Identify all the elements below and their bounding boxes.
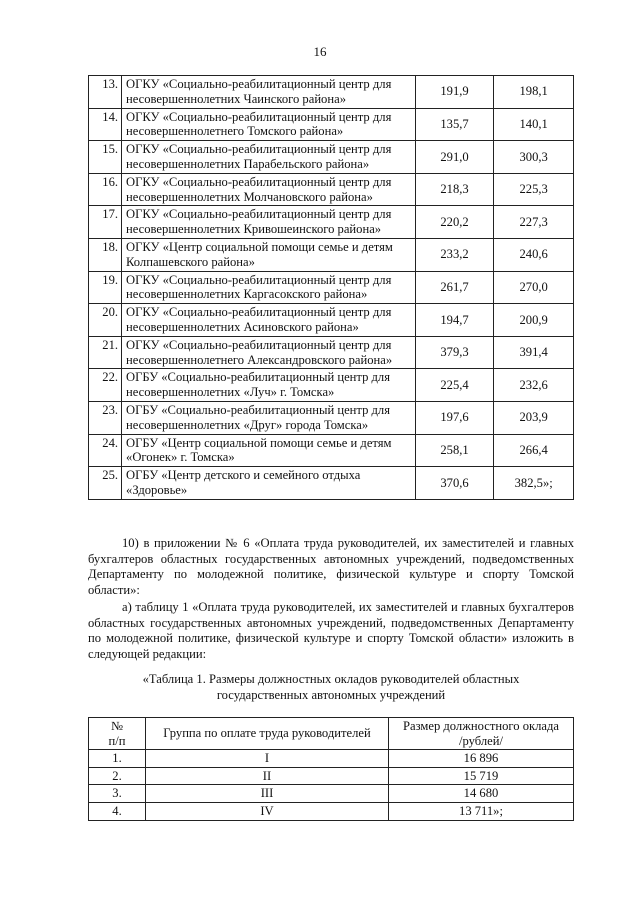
salary-value: 15 719 — [389, 767, 574, 785]
table-row — [89, 434, 574, 467]
value-2: 225,3 — [494, 173, 574, 206]
institution-name: ОГКУ «Социально-реабилитационный центр для несовершеннолетнего Томского района» — [122, 108, 416, 141]
salary-table — [88, 717, 574, 821]
header-number-line-2: п/п — [108, 733, 126, 748]
salary-table-body — [89, 750, 574, 820]
table-row — [89, 802, 574, 820]
header-number-line-1: № — [110, 719, 124, 733]
value-2: 391,4 — [494, 336, 574, 369]
table-row — [89, 108, 574, 141]
header-group: Группа по оплате труда руководителей — [146, 718, 389, 750]
page-number: 16 — [313, 44, 327, 59]
value-1: 197,6 — [415, 401, 494, 434]
table-row — [89, 767, 574, 785]
salary-value: 14 680 — [389, 785, 574, 803]
institutions-table-body — [89, 76, 574, 500]
header-salary — [389, 718, 574, 750]
row-number: 1. — [89, 750, 146, 768]
row-number: 24. — [89, 434, 122, 467]
value-1: 261,7 — [415, 271, 494, 304]
value-2: 240,6 — [494, 238, 574, 271]
row-number: 16. — [89, 173, 122, 206]
header-salary-line-2: /рублей/ — [459, 733, 503, 748]
table-row — [89, 785, 574, 803]
table-caption-line-2: государственных автономных учреждений — [216, 687, 446, 702]
institutions-table — [88, 75, 574, 500]
value-2: 270,0 — [494, 271, 574, 304]
value-2: 382,5»; — [494, 467, 574, 500]
row-number: 18. — [89, 238, 122, 271]
institution-name: ОГБУ «Социально-реабилитационный центр для несовершеннолетних «Друг» города Томска» — [122, 401, 416, 434]
row-number: 3. — [89, 785, 146, 803]
institution-name: ОГКУ «Социально-реабилитационный центр для несовершеннолетних Кривошеинского района» — [122, 206, 416, 239]
row-number: 20. — [89, 304, 122, 337]
table-row — [89, 336, 574, 369]
institution-name: ОГКУ «Социально-реабилитационный центр для несовершеннолетних Молчановского района» — [122, 173, 416, 206]
institution-name: ОГБУ «Социально-реабилитационный центр для несовершеннолетних «Луч» г. Томска» — [122, 369, 416, 402]
value-1: 135,7 — [415, 108, 494, 141]
value-2: 300,3 — [494, 141, 574, 174]
row-number: 15. — [89, 141, 122, 174]
table-row — [89, 401, 574, 434]
header-salary-line-1: Размер должностного оклада — [403, 719, 559, 733]
value-1: 225,4 — [415, 369, 494, 402]
table-row — [89, 467, 574, 500]
table-row — [89, 271, 574, 304]
value-1: 379,3 — [415, 336, 494, 369]
row-number: 23. — [89, 401, 122, 434]
institution-name: ОГКУ «Социально-реабилитационный центр для несовершеннолетних Асиновского района» — [122, 304, 416, 337]
salary-value: 16 896 — [389, 750, 574, 768]
row-number: 13. — [89, 76, 122, 109]
institution-name: ОГКУ «Социально-реабилитационный центр для несовершеннолетних Парабельского района» — [122, 141, 416, 174]
institution-name: ОГКУ «Социально-реабилитационный центр для несовершеннолетних Каргасокского района» — [122, 271, 416, 304]
salary-table-header-row — [89, 718, 574, 750]
value-2: 140,1 — [494, 108, 574, 141]
value-1: 194,7 — [415, 304, 494, 337]
table-caption-line-1: «Таблица 1. Размеры должностных окладов руководителей областных — [142, 672, 520, 686]
table-row — [89, 141, 574, 174]
institution-name: ОГБУ «Центр детского и семейного отдыха «Здоровье» — [122, 467, 416, 500]
value-2: 198,1 — [494, 76, 574, 109]
row-number: 22. — [89, 369, 122, 402]
row-number: 14. — [89, 108, 122, 141]
group-value: IV — [146, 802, 389, 820]
table-row — [89, 238, 574, 271]
value-2: 200,9 — [494, 304, 574, 337]
value-1: 258,1 — [415, 434, 494, 467]
group-value: II — [146, 767, 389, 785]
group-value: I — [146, 750, 389, 768]
row-number: 21. — [89, 336, 122, 369]
group-value: III — [146, 785, 389, 803]
institution-name: ОГКУ «Центр социальной помощи семье и детям Колпашевского района» — [122, 238, 416, 271]
value-2: 266,4 — [494, 434, 574, 467]
value-1: 220,2 — [415, 206, 494, 239]
institution-name: ОГКУ «Социально-реабилитационный центр для несовершеннолетнего Александровского района» — [122, 336, 416, 369]
table-row — [89, 369, 574, 402]
table-row — [89, 750, 574, 768]
value-1: 218,3 — [415, 173, 494, 206]
table-row — [89, 76, 574, 109]
value-1: 370,6 — [415, 467, 494, 500]
row-number: 17. — [89, 206, 122, 239]
value-2: 232,6 — [494, 369, 574, 402]
value-2: 203,9 — [494, 401, 574, 434]
table-row — [89, 206, 574, 239]
value-2: 227,3 — [494, 206, 574, 239]
row-number: 25. — [89, 467, 122, 500]
paragraph-item-10: 10) в приложении № 6 «Оплата труда руководителей, их заместителей и главных бухгалтеров областных государственных автономных учреждений, подведомственных Департаменту по молодежной политике, физической культуре и спорту Томской области»: — [88, 536, 574, 597]
table-caption — [88, 672, 574, 703]
row-number: 19. — [89, 271, 122, 304]
table-row — [89, 173, 574, 206]
value-1: 233,2 — [415, 238, 494, 271]
table-row — [89, 304, 574, 337]
institution-name: ОГКУ «Социально-реабилитационный центр для несовершеннолетних Чаинского района» — [122, 76, 416, 109]
row-number: 2. — [89, 767, 146, 785]
institution-name: ОГБУ «Центр социальной помощи семье и детям «Огонек» г. Томска» — [122, 434, 416, 467]
header-number — [89, 718, 146, 750]
salary-value: 13 711»; — [389, 802, 574, 820]
value-1: 191,9 — [415, 76, 494, 109]
paragraph-item-a: а) таблицу 1 «Оплата труда руководителей, их заместителей и главных бухгалтеров областных государственных автономных учреждений, подведомственных Департаменту по молодежной политике, физической культуре и спорту Томской области» изложить в следующей редакции: — [88, 600, 574, 661]
row-number: 4. — [89, 802, 146, 820]
value-1: 291,0 — [415, 141, 494, 174]
